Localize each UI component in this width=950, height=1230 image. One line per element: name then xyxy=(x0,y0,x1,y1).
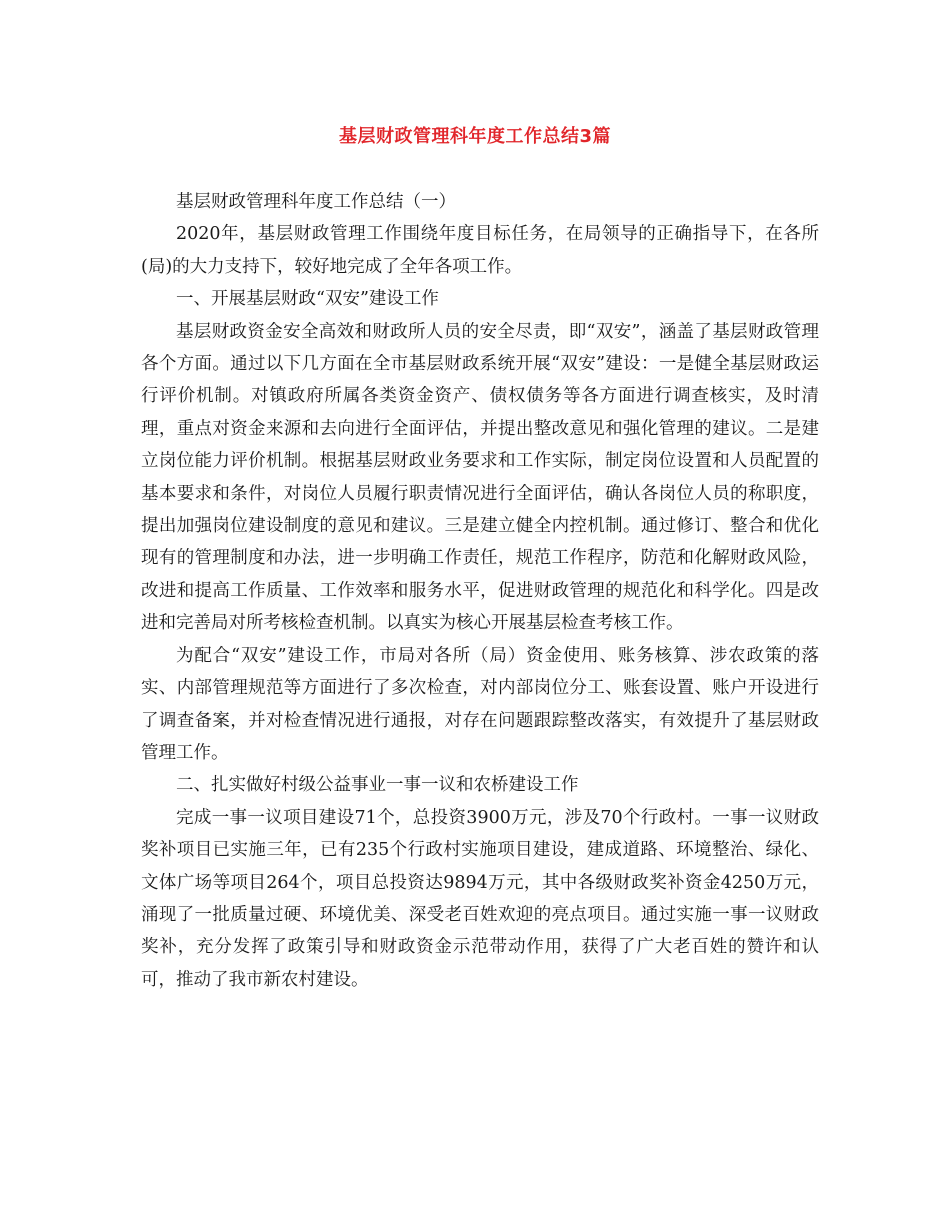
body-paragraph: 为配合“双安”建设工作，市局对各所（局）资金使用、账务核算、涉农政策的落实、内部管理规范等方面进行了多次检查，对内部岗位分工、账套设置、账户开设进行了调查备案，并对检查情况进行通报，对存在问题跟踪整改落实，有效提升了基层财政管理工作。 xyxy=(141,645,819,763)
body-paragraph: 2020年，基层财政管理工作围绕年度目标任务，在局领导的正确指导下，在各所(局)的大力支持下，较好地完成了全年各项工作。 xyxy=(141,224,819,277)
document-title: 基层财政管理科年度工作总结3篇 xyxy=(338,126,612,147)
document-body xyxy=(141,186,819,996)
body-paragraph: 基层财政资金安全高效和财政所人员的安全尽责，即“双安”，涵盖了基层财政管理各个方面。通过以下几方面在全市基层财政系统开展“双安”建设：一是健全基层财政运行评价机制。对镇政府所属各类资金资产、债权债务等各方面进行调查核实，及时清理，重点对资金来源和去向进行全面评估，并提出整改意见和强化管理的建议。二是建立岗位能力评价机制。根据基层财政业务要求和工作实际，制定岗位设置和人员配置的基本要求和条件，对岗位人员履行职责情况进行全面评估，确认各岗位人员的称职度，提出加强岗位建设制度的意见和建议。三是建立健全内控机制。通过修订、整合和优化现有的管理制度和办法，进一步明确工作责任，规范工作程序，防范和化解财政风险，改进和提高工作质量、工作效率和服务水平，促进财政管理的规范化和科学化。四是改进和完善局对所考核检查机制。以真实为核心开展基层检查考核工作。 xyxy=(141,321,819,634)
section-heading: 二、扎实做好村级公益事业一事一议和农桥建设工作 xyxy=(176,775,579,796)
body-paragraph: 完成一事一议项目建设71个，总投资3900万元，涉及70个行政村。一事一议财政奖补项目已实施三年，已有235个行政村实施项目建设，建成道路、环境整治、绿化、文体广场等项目264个，项目总投资达9894万元，其中各级财政奖补资金4250万元，涌现了一批质量过硬、环境优美、深受老百姓欢迎的亮点项目。通过实施一事一议财政奖补，充分发挥了政策引导和财政资金示范带动作用，获得了广大老百姓的赞许和认可，推动了我市新农村建设。 xyxy=(141,807,819,990)
subtitle-paragraph: 基层财政管理科年度工作总结（一） xyxy=(176,192,456,212)
section-heading: 一、开展基层财政“双安”建设工作 xyxy=(176,289,439,310)
